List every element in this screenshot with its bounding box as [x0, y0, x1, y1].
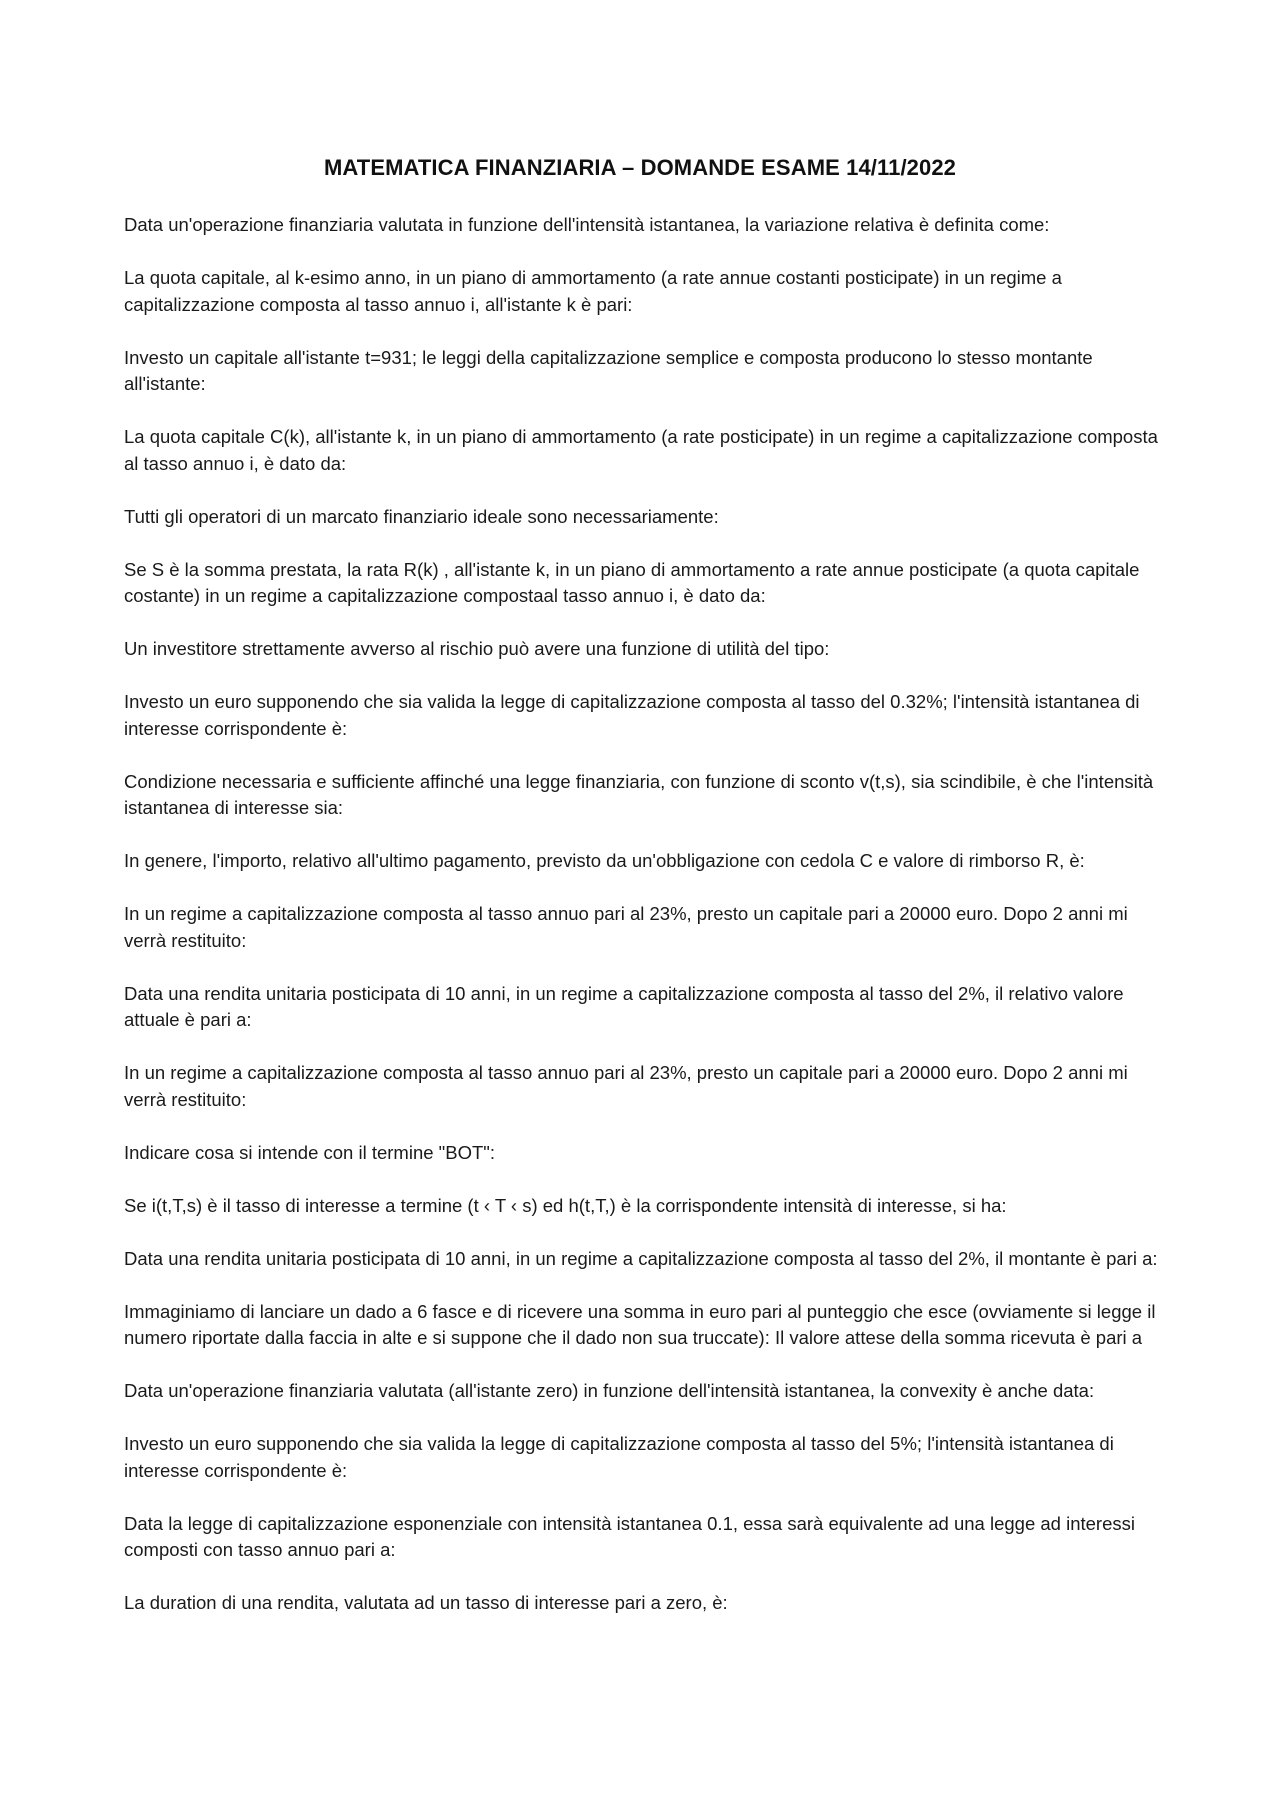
question-item: In genere, l'importo, relativo all'ultimo pagamento, previsto da un'obbligazione con cedola C e valore di rimborso R, è: [124, 850, 1085, 871]
question-item: Tutti gli operatori di un marcato finanziario ideale sono necessariamente: [124, 505, 719, 527]
question-item: Investo un euro supponendo che sia valida la legge di capitalizzazione composta al tasso del 5%; l'intensità istantanea di interesse corrispondente è: [124, 1433, 1114, 1481]
question-item: La quota capitale C(k), all'istante k, in un piano di ammortamento (a rate posticipate) in un regime a capitalizzazione composta al tasso annuo i, è dato da: [124, 426, 1158, 474]
question-list [124, 212, 1174, 1643]
question-item: Investo un capitale all'istante t=931; le leggi della capitalizzazione semplice e composta producono lo stesso montante all'istante: [124, 346, 1093, 394]
question-item: Data la legge di capitalizzazione esponenziale con intensità istantanea 0.1, essa sarà equivalente ad una legge ad interessi composti con tasso annuo pari a: [124, 1512, 1135, 1560]
question-item: Data un'operazione finanziaria valutata in funzione dell'intensità istantanea, la variazione relativa è definita come: [124, 214, 1050, 235]
question-item: Data una rendita unitaria posticipata di 10 anni, in un regime a capitalizzazione composta al tasso del 2%, il montante è pari a: [124, 1247, 1158, 1269]
question-item: Se S è la somma prestata, la rata R(k) , all'istante k, in un piano di ammortamento a rate annue posticipate (a quota capitale costante) in un regime a capitalizzazione compostaal tasso annuo i, è dato da: [124, 558, 1140, 606]
question-item: Data una rendita unitaria posticipata di 10 anni, in un regime a capitalizzazione composta al tasso del 2%, il relativo valore attuale è pari a: [124, 982, 1124, 1030]
question-item: Investo un euro supponendo che sia valida la legge di capitalizzazione composta al tasso del 0.32%; l'intensità istantanea di interesse corrispondente è: [124, 691, 1140, 739]
question-item: Data un'operazione finanziaria valutata (all'istante zero) in funzione dell'intensità istantanea, la convexity è anche data: [124, 1380, 1095, 1401]
question-item: La quota capitale, al k-esimo anno, in un piano di ammortamento (a rate annue costanti posticipate) in un regime a capitalizzazione composta al tasso annuo i, all'istante k è pari: [124, 267, 1062, 315]
question-item: Un investitore strettamente avverso al rischio può avere una funzione di utilità del tipo: [124, 638, 830, 659]
question-item: In un regime a capitalizzazione composta al tasso annuo pari al 23%, presto un capitale pari a 20000 euro. Dopo 2 anni mi verrà restituito: [124, 1062, 1128, 1110]
document-title: MATEMATICA FINANZIARIA – DOMANDE ESAME 14/11/2022 [324, 155, 956, 180]
question-item: Indicare cosa si intende con il termine "BOT": [124, 1141, 495, 1163]
question-item: In un regime a capitalizzazione composta al tasso annuo pari al 23%, presto un capitale pari a 20000 euro. Dopo 2 anni mi verrà restituito: [124, 903, 1128, 951]
question-item: Immaginiamo di lanciare un dado a 6 fasce e di ricevere una somma in euro pari al punteggio che esce (ovviamente si legge il numero riportate dalla faccia in alte e si suppone che il dado non sua truccate): Il valore attese della somma ricevuta è pari a [124, 1300, 1156, 1348]
question-item: Condizione necessaria e sufficiente affinché una legge finanziaria, con funzione di sconto v(t,s), sia scindibile, è che l'intensità istantanea di interesse sia: [124, 770, 1154, 818]
question-item: Se i(t,T,s) è il tasso di interesse a termine (t ‹ T ‹ s) ed h(t,T,) è la corrispondente intensità di interesse, si ha: [124, 1194, 1007, 1216]
question-item: La duration di una rendita, valutata ad un tasso di interesse pari a zero, è: [124, 1592, 728, 1613]
